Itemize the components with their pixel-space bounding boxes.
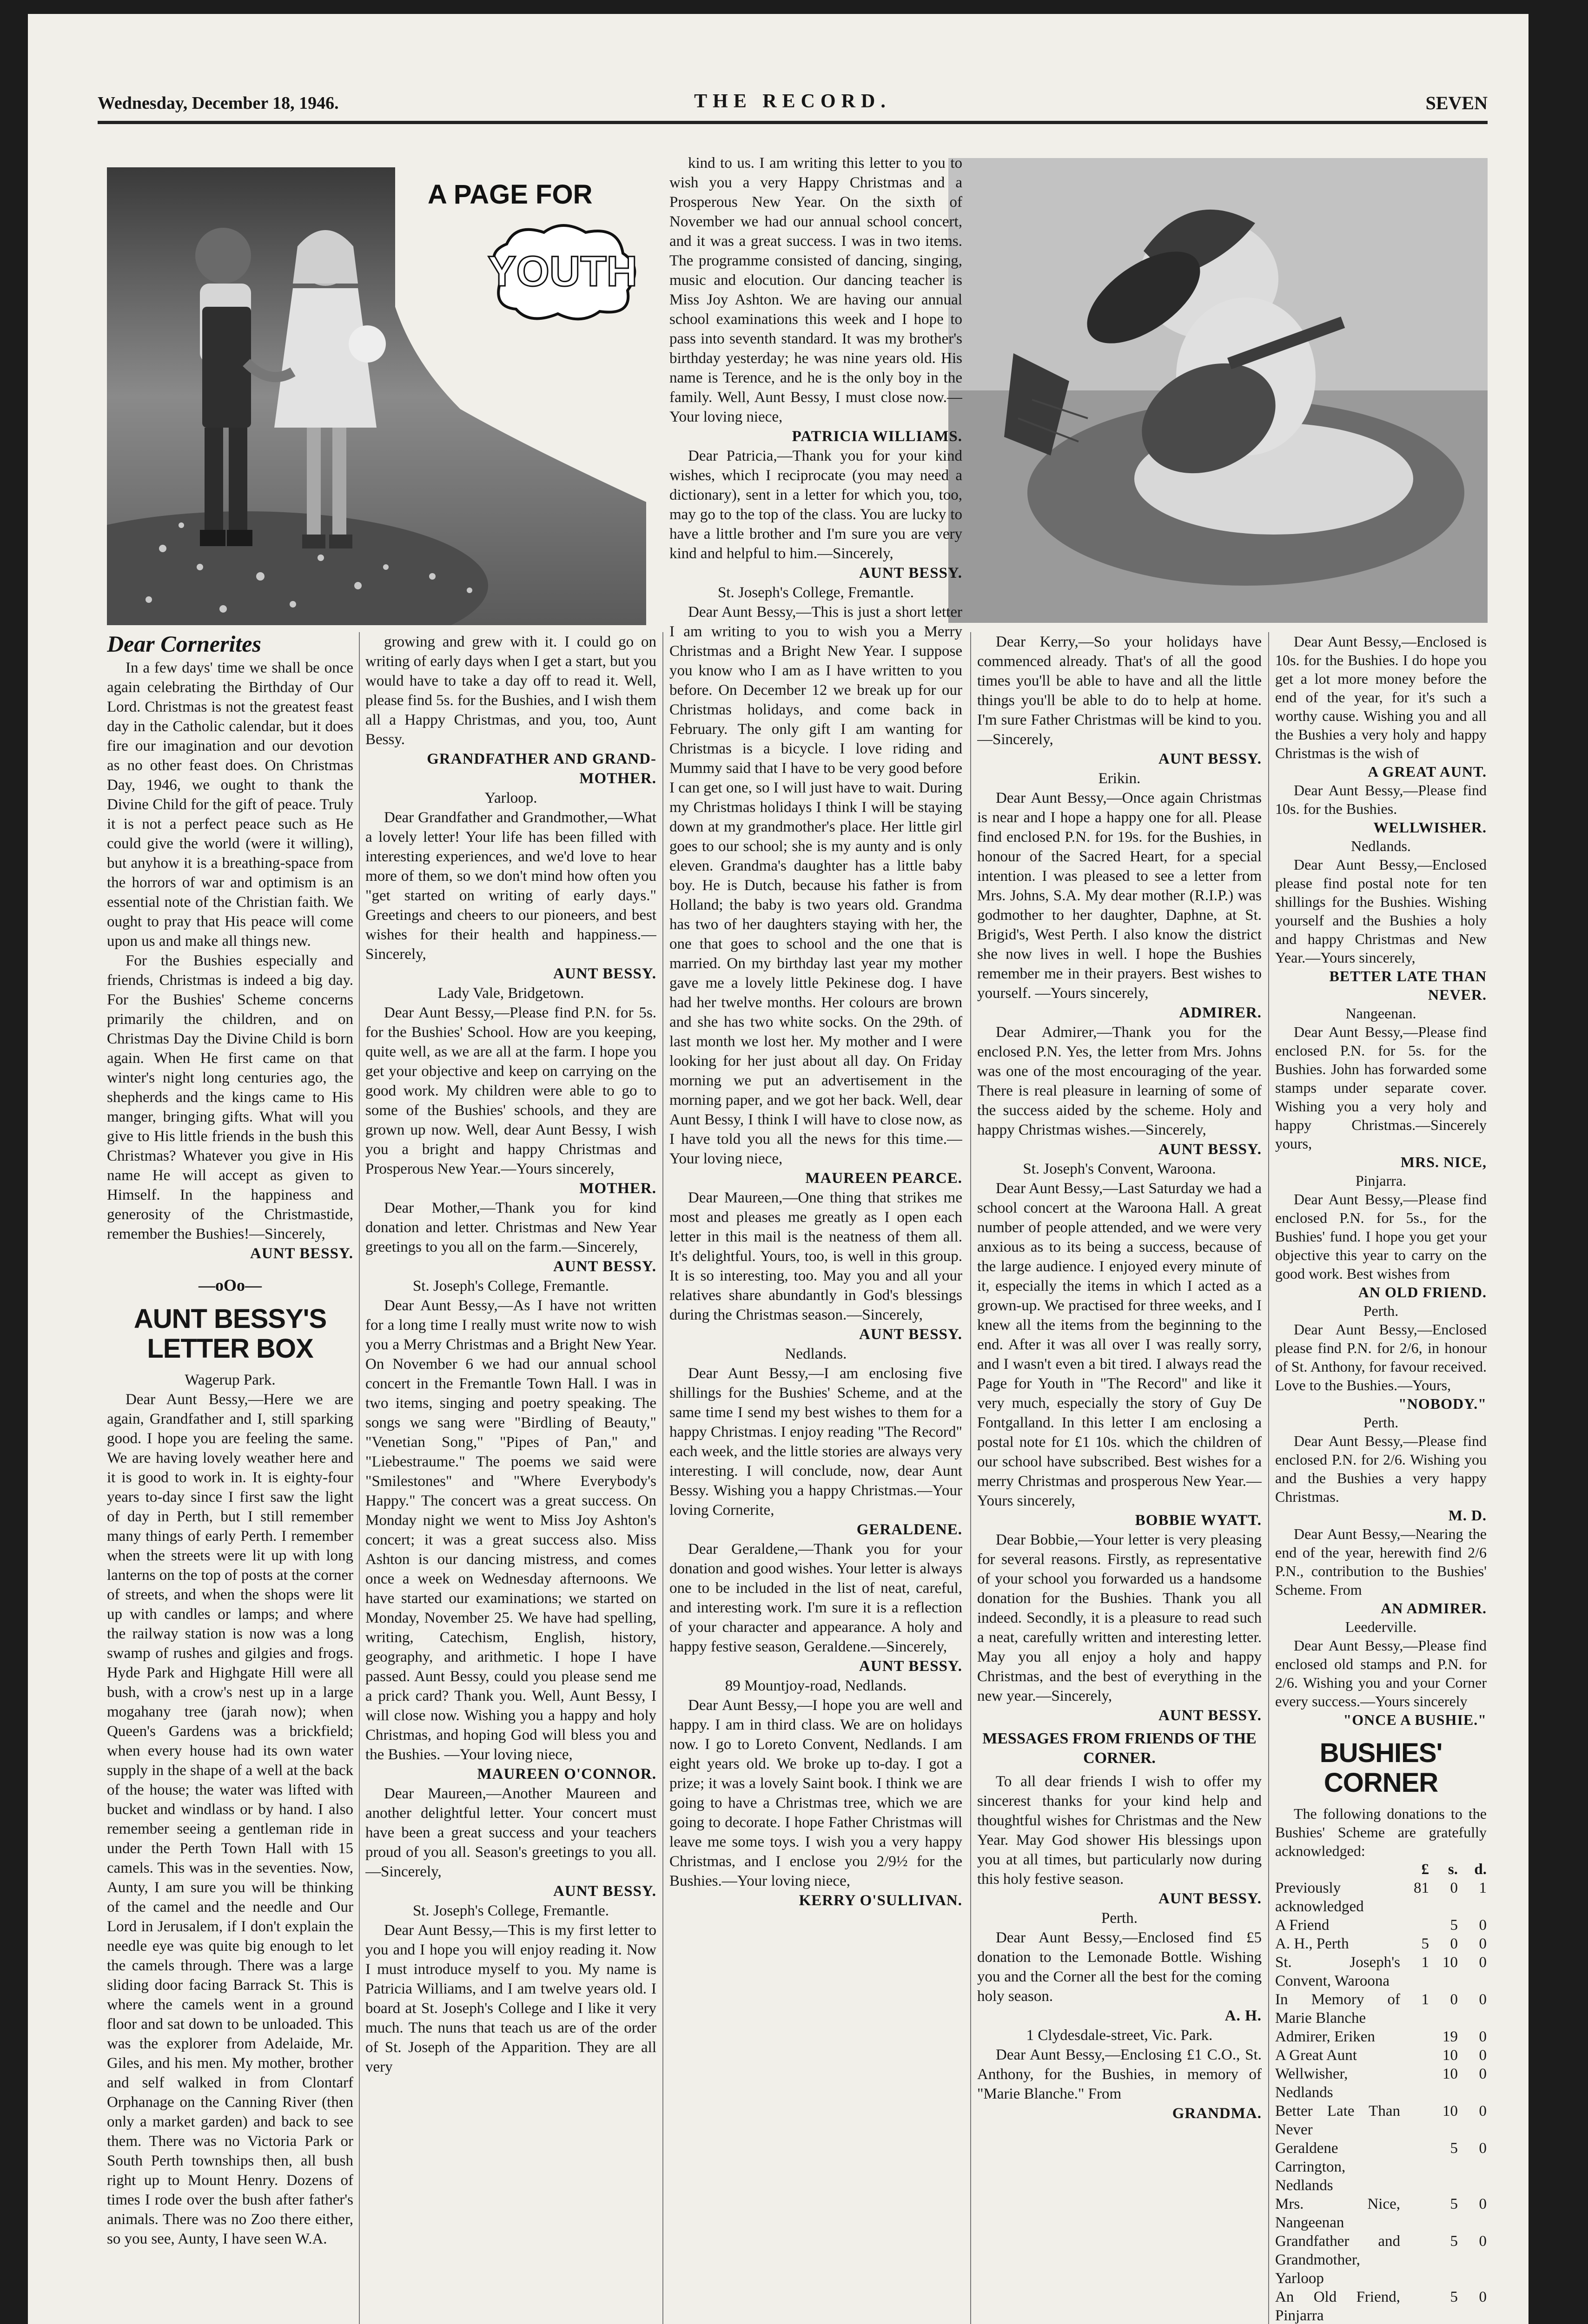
pence-cell: 0 <box>1479 2028 1487 2045</box>
donor-name: Better Late Than Never <box>1275 2103 1400 2138</box>
donation-row <box>1275 1990 1487 2027</box>
pounds-cell <box>1400 2232 1429 2288</box>
signature: AUNT BESSY. <box>859 1658 962 1675</box>
letter-body: Dear Aunt Bessy,—Here we are again, Grandfather and I, still sparking good. I hope you are feeling the same. We are having lovely weather here and it is good to work in. It is eighty-four years to-day since I first saw the light of day in Perth, but I still remember many things of early Perth. I remember when the streets were lit up with long lanterns on the top of posts at the corner of streets, and when the shops were lit up with candles or lamps; and where the railway station is now was a long swamp of rushes and gilgies and frogs. Hyde Park and Highgate Hill were all bush, with a crow's nest up in a large mogahany tree (jarah now); when Queen's Gardens was a brickfield; when every house had its own water supply in the shape of a well at the back of the house; the water was lifted with bucket and windlass or by hand. I also remember seeing a gentleman ride in under the Perth Town Hall with 15 camels. This was in the seventies. Now, Aunty, I am sure you will be thinking of the camel and the needle and Our Lord in Jerusalem, if I don't explain the needle eye was quite big enough to let the camels through. There was a large sliding door facing Barrack St. This is where the camels went in a ground floor and sat down to be unloaded. This was the explorer from Adelaide, Mr. Giles, and his men. My mother, brother and self walked in from Clontarf Orphanage on the Canning River (then only a market garden) and back to see them. There was no Victoria Park or South Perth townships then, all bush right up to Mount Henry. Dozens of times I rode over the bush after father's animals. There was no Zoo there either, so you see, Aunty, I have seen W.A. <box>107 1391 353 2247</box>
signature: AUNT BESSY. <box>1158 1890 1262 1907</box>
issue-date: Wednesday, December 18, 1946. <box>98 93 339 113</box>
letter-body: Dear Aunt Bessy,—This is just a short letter I am writing to you to wish you a Merry Christmas and a Bright New Year. I suppose you know who I am as I have written to you before. On December 12 we break up for our Christmas holidays, and come back in February. The only gift I am wanting for Christmas is a bicycle. I love riding and Mummy said that I have to be very good before I can get one, so I will just have to wait. During my Christmas holidays I think I will be staying down at my grandmother's place. Her little girl goes to our school; she is my aunty and is only eleven. Grandma's daughter has a little baby boy. He is Dutch, because his father is from Holland; the baby is two years old. Grandma has two of her daughters staying with her, the one that goes to school and the one that is married. On my birthday last year my mother gave me a lovely little Pekinese dog. I have had her twelve months. Her colours are brown and she has two white socks. On the 29th. of last month we lost her. My mother and I were looking for her just about all day. On Friday morning we put an advertisement in the morning paper, and we got her back. Well, dear Aunt Bessy, I think I will have to close now, as I have told you all the news for this time.—Your loving niece, <box>669 604 962 1167</box>
column-4 <box>977 632 1262 2324</box>
letter-body: Dear Aunt Bessy,—Please find P.N. for 5s. for the Bushies' School. How are you keeping, quite well, as we are all at the farm. I hope you get your objective and keep on carrying on the good work. My children were able to go to some of the Bushies' schools, and they are grown up now. Well, dear Aunt Bessy, I wish you a bright and happy Christmas and Prosperous New Year.—Yours sincerely, <box>365 1004 656 1177</box>
donations-table <box>1275 1860 1487 2324</box>
donation-row <box>1275 2288 1487 2324</box>
letter-body: To all dear friends I wish to offer my sincerest thanks for your kind help and thoughtful wishes for Christmas and the New Year. May God shower His blessings upon you at all times, but particularly now during this holy festive season. <box>977 1773 1262 1888</box>
letter-location: St. Joseph's College, Fremantle. <box>717 584 914 601</box>
newspaper-page <box>28 14 1528 2324</box>
signature: AUNT BESSY. <box>250 1245 353 1262</box>
signature: ADMIRER. <box>1179 1004 1262 1021</box>
letter-location: Wagerup Park. <box>185 1372 276 1388</box>
letter-body: kind to us. I am writing this letter to you to wish you a very Happy Christmas and a Prosperous New Year. On the sixth of November we had our annual school concert, and it was a great success. I was in two items. The programme consisted of dancing, singing, music and elocution. Our dancing teacher is Miss Joy Ashton. We are having our annual school examinations this week and I hope to pass into seventh standard. It was my brother's birthday yesterday; he was nine years old. His name is Terence, and he is the only boy in the family. Well, Aunt Bessy, I must close now.—Your loving niece, <box>669 155 962 425</box>
donation-row <box>1275 2232 1487 2288</box>
donation-row <box>1275 1953 1487 1990</box>
letter-body: Dear Patricia,—Thank you for your kind wishes, which I reciprocate (you may need a dictionary), sent in a letter for which you, too, may go to the top of the class. You are lucky to have a little brother and I'm sure you are very kind and helpful to him.—Sincerely, <box>669 448 962 562</box>
pence-cell: 0 <box>1479 1991 1487 2008</box>
donor-name: Geraldene Carrington, Nedlands <box>1275 2140 1346 2194</box>
donation-row <box>1275 2195 1487 2232</box>
signature: AUNT BESSY. <box>859 1326 962 1343</box>
column-5 <box>1275 632 1487 2324</box>
shillings-cell: 5 <box>1450 2233 1458 2250</box>
letter-body: Dear Maureen,—Another Maureen and another delightful letter. Your concert must have been a great success and your teachers proud of you all. Season's greetings to you all.—Sincerely, <box>365 1785 656 1880</box>
signature: KERRY O'SULLIVAN. <box>799 1892 962 1909</box>
shillings-cell: 10 <box>1442 2047 1458 2064</box>
shillings-cell: 0 <box>1450 1991 1458 2008</box>
signature: GERALDENE. <box>856 1521 962 1538</box>
donation-row <box>1275 2102 1487 2139</box>
pounds-cell <box>1400 2139 1429 2195</box>
donor-name: Grandfather and Grandmother, Yarloop <box>1275 2233 1400 2287</box>
shillings-cell: 10 <box>1442 1954 1458 1971</box>
letter-location: 89 Mountjoy-road, Nedlands. <box>725 1677 907 1694</box>
page-heading: A PAGE FOR <box>428 179 593 210</box>
shillings-cell: 0 <box>1450 1880 1458 1896</box>
signature: AN OLD FRIEND. <box>1358 1284 1487 1301</box>
donor-name: Mrs. Nice, Nangeenan <box>1275 2196 1400 2231</box>
letter-body: Dear Admirer,—Thank you for the enclosed P.N. Yes, the letter from Mrs. Johns was one of the most encouraging of the year. There is real pleasure in learning of some of the success aided by the scheme. Holy and happy Christmas wishes.—Sincerely, <box>977 1024 1262 1138</box>
column-2 <box>365 632 656 2324</box>
letter-location: Perth. <box>1363 1414 1399 1431</box>
pounds-cell <box>1400 2102 1429 2139</box>
letter-location: Pinjarra. <box>1355 1172 1407 1189</box>
shillings-cell: 10 <box>1442 2103 1458 2119</box>
signature: AUNT BESSY. <box>1158 1141 1262 1158</box>
youth-cloud-banner <box>483 221 642 323</box>
signature: GRANDMA. <box>1172 2105 1262 2122</box>
letter-body: Dear Mother,—Thank you for kind donation and letter. Christmas and New Year greetings to you all on the farm.—Sincerely, <box>365 1200 656 1255</box>
pence-cell: 0 <box>1479 2103 1487 2119</box>
signature: MRS. NICE, <box>1400 1154 1487 1170</box>
letter-body: Dear Aunt Bessy,—As I have not written for a long time I really must write now to wish you a Merry Christmas and a Bright New Year. On November 6 we had our annual school concert in the Fremantle Town Hall. I was in two items, singing and poetry speaking. The songs we sang were "Birdling of Beauty," "Venetian Song," "Pipes of Pan," and "Liebestraume." The poems we said were "Smilestones" and "Where Everybody's Happy." The concert was a great success. On Monday night we went to Miss Joy Ashton's concert; it was a great success also. Miss Ashton is our dancing mistress, and comes once a week on Wednesday afternoons. We have started our examinations; we started on Monday, November 25. We have had spelling, writing, Catechism, English, history, geography, and arithmetic. I hope I have passed. Aunt Bessy, could you please send me a prick card? Thank you. Well, Aunt Bessy, I will close now. Wishing you a happy and holy Christmas, and hoping God will bless you and the Bushies. —Your loving niece, <box>365 1297 656 1763</box>
pounds-cell <box>1400 2065 1429 2102</box>
letter-location: 1 Clydesdale-street, Vic. Park. <box>1026 2027 1213 2044</box>
signature: AUNT BESSY. <box>553 1258 656 1275</box>
pence-header: d. <box>1474 1861 1487 1878</box>
shillings-cell: 5 <box>1450 1917 1458 1934</box>
letter-box-title: AUNT BESSY'S LETTER BOX <box>133 1304 327 1364</box>
signature: AN ADMIRER. <box>1381 1600 1487 1617</box>
letter-body: Dear Aunt Bessy,—Nearing the end of the year, herewith find 2/6 P.N., contribution to the Bushies' Scheme. From <box>1275 1525 1487 1598</box>
pence-cell: 0 <box>1479 2233 1487 2250</box>
separator: —oOo— <box>198 1276 262 1294</box>
donation-row <box>1275 2027 1487 2046</box>
pounds-cell <box>1400 2288 1429 2324</box>
pence-cell: 0 <box>1479 2289 1487 2305</box>
letter-body: Dear Grandfather and Grandmother,—What a lovely letter! Your life has been filled with interesting experiences, and we'd love to hear more of them, so we don't mind how often you "get started on writing of early days." Greetings and cheers to our pioneers, and best wishes for their health and happiness.—Sincerely, <box>365 809 656 963</box>
letter-location: Erikin. <box>1098 770 1141 787</box>
signature: AUNT BESSY. <box>553 1883 656 1900</box>
letter-body: Dear Aunt Bessy,—Enclosed please find postal note for ten shillings for the Bushies. Wishing yourself and the Bushies a holy and happy Christmas and New Year.—Yours sincerely, <box>1275 856 1487 966</box>
messages-title: MESSAGES FROM FRIENDS OF THE CORNER. <box>982 1730 1257 1767</box>
pence-cell: 0 <box>1479 2066 1487 2082</box>
cherub-mandolin-illustration <box>948 158 1488 623</box>
pence-cell: 0 <box>1479 1917 1487 1934</box>
letter-location: Lady Vale, Bridgetown. <box>437 985 584 1002</box>
pounds-cell <box>1400 2195 1429 2232</box>
donor-name: In Memory of Marie Blanche <box>1275 1991 1400 2027</box>
letter-body: Dear Aunt Bessy,—Please find enclosed old stamps and P.N. for 2/6. Wishing you and your Corner every success.—Yours sincerely <box>1275 1637 1487 1710</box>
letter-body: Dear Aunt Bessy,—I hope you are well and happy. I am in third class. We are on holidays now. I go to Loreto Convent, Nedlands. I am eight years old. We broke up to-day. I got a prize; it was a lovely Saint book. I think we are going to have a Christmas tree, which we are going to decorate. I hope Father Christmas will leave me some toys. I wish you a very happy Christmas, and I enclose you 2/9½ for the Bushies.—Your loving niece, <box>669 1697 962 1889</box>
pounds-cell <box>1400 2046 1429 2065</box>
signature: BOBBIE WYATT. <box>1135 1512 1262 1529</box>
dear-cornerites-title: Dear Cornerites <box>107 632 261 657</box>
column-3 <box>669 153 962 2324</box>
letter-body: Dear Aunt Bessy,—Last Saturday we had a school concert at the Waroona Hall. A great number of people attended, and we were very anxious as to its being a success, because of the large audience. I enjoyed every minute of it, especially the items in which I acted as a grown-up. We practised for three weeks, and I knew all the items from the beginning to the end. After it was all over I was really sorry, and I wasn't even a bit tired. I always read the Page for Youth in "The Record" and like it very much, especially the story of Guy De Fontgalland. In this letter I am enclosing a postal note for £1 10s. which the children of our school have subscribed. Best wishes for a merry Christmas and prosperous New Year.—Yours sincerely, <box>977 1180 1262 1509</box>
pence-cell: 0 <box>1479 2140 1487 2157</box>
shillings-cell: 19 <box>1442 2028 1458 2045</box>
pounds-cell: 81 <box>1414 1880 1429 1896</box>
donor-name: An Old Friend, Pinjarra <box>1275 2289 1400 2324</box>
letter-body: Dear Aunt Bessy,—I am enclosing five shillings for the Bushies' Scheme, and at the same time I send my best wishes to them for a happy Christmas. I enjoy reading "The Record" each week, and the little stories are always very interesting. I will conclude, now, dear Aunt Bessy. Wishing you a happy Christmas.—Your loving Cornerite, <box>669 1365 962 1519</box>
letter-location: Nedlands. <box>785 1346 847 1362</box>
letter-body: Dear Kerry,—So your holidays have commenced already. That's of all the good times you'll be able to have and all the little things you'll be able to do to help at home. I'm sure Father Christmas will be kind to you.—Sincerely, <box>977 634 1262 748</box>
letter-location: Perth. <box>1101 1910 1138 1927</box>
shillings-cell: 5 <box>1450 2196 1458 2212</box>
letter-location: St. Joseph's College, Fremantle. <box>412 1278 609 1294</box>
letter-body: Dear Bobbie,—Your letter is very pleasing for several reasons. Firstly, as representative of your school you forwarded us a handsome donation for the Bushies. Thank you all indeed. Secondly, it is a pleasure to read such a neat, carefully written and interesting letter. May you all enjoy a holy and happy Christmas, and the best of everything in the new year.—Sincerely, <box>977 1532 1262 1704</box>
letter-location: Nedlands. <box>1351 838 1411 854</box>
signature: MAUREEN O'CONNOR. <box>477 1766 656 1783</box>
pence-cell: 0 <box>1479 1935 1487 1952</box>
pence-cell: 0 <box>1479 1954 1487 1971</box>
letter-location: St. Joseph's College, Fremantle. <box>412 1902 609 1919</box>
shillings-cell: 5 <box>1450 2289 1458 2305</box>
letter-body: Dear Aunt Bessy,—Enclosed is 10s. for the Bushies. I do hope you get a lot more money before the end of the year, for it's such a worthy cause. Wishing you and all the Bushies a very holy and happy Christmas is the wish of <box>1275 633 1487 761</box>
signature: A. H. <box>1224 2007 1262 2024</box>
bushies-corner-title: BUSHIES' CORNER <box>1319 1738 1442 1798</box>
donation-row <box>1275 2139 1487 2195</box>
letter-location: Leederville. <box>1345 1618 1417 1635</box>
letter-body: Dear Aunt Bessy,—Enclosing £1 C.O., St. Anthony, for the Bushies, in memory of "Marie Blanche." From <box>977 2047 1262 2102</box>
donation-row <box>1275 2046 1487 2065</box>
signature: MOTHER. <box>579 1180 656 1197</box>
donor-name: A Great Aunt <box>1275 2047 1357 2064</box>
page-number: SEVEN <box>1425 92 1488 113</box>
paragraph: In a few days' time we shall be once again celebrating the Birthday of Our Lord. Christmas is not the greatest feast day in the Catholic calendar, but it does fire our imagination and our devotion as no other feast does. On Christmas Day, 1946, we ought to thank the Divine Child for the gift of peace. Truly it is not a perfect peace such as He could give the world (were it willing), but anyhow it is a breathing-space from the horrors of war and optimism is an essential note of the Christian faith. We ought to pray that His peace will come upon us and make all things new. <box>107 660 353 950</box>
paragraph: For the Bushies especially and friends, Christmas is indeed a big day. For the Bushies' Scheme concerns primarily the children, and on Christmas Day the Divine Child is born again. When He first came on that winter's night long centuries ago, the shepherds and the kings came to His manger, bringing gifts. What will you give to His little friends in the bush this Christmas? Whatever you give in His name He will accept as given to Himself. In the happiness and generosity of the Christmastide, remember the Bushies!—Sincerely, <box>107 952 353 1242</box>
pence-cell: 1 <box>1479 1880 1487 1896</box>
pounds-cell: 5 <box>1421 1935 1429 1952</box>
column-1 <box>107 632 353 2324</box>
donation-row <box>1275 1879 1487 1916</box>
signature: MAUREEN PEARCE. <box>805 1170 962 1187</box>
shillings-header: s. <box>1448 1861 1458 1878</box>
signature: BETTER LATE THAN NEVER. <box>1329 968 1487 1003</box>
pounds-header: £ <box>1421 1861 1429 1878</box>
paper-title: THE RECORD. <box>694 91 891 112</box>
column-rule <box>970 632 971 2324</box>
donation-row <box>1275 1934 1487 1953</box>
signature: PATRICIA WILLIAMS. <box>792 428 962 445</box>
pence-cell: 0 <box>1479 2196 1487 2212</box>
column-rule <box>662 632 663 2324</box>
letter-body: Dear Aunt Bessy,—Please find enclosed P.N. for 2/6. Wishing you and the Bushies a very happy Christmas. <box>1275 1433 1487 1505</box>
letter-location: Yarloop. <box>484 790 537 806</box>
letter-body: Dear Aunt Bessy,—Enclosed find £5 donation to the Lemonade Bottle. Wishing you and the Corner all the best for the coming holy season. <box>977 1929 1262 2005</box>
letter-body: Dear Aunt Bessy,—Please find enclosed P.N. for 5s. for the Bushies. John has forwarded some stamps under separate cover. Wishing you a very holy and happy Christmas.—Sincerely yours, <box>1275 1023 1487 1152</box>
corner-intro: The following donations to the Bushies' Scheme are gratefully acknowledged: <box>1275 1805 1487 1859</box>
column-rule <box>1268 632 1269 2324</box>
donor-name: Admirer, Eriken <box>1275 2028 1375 2045</box>
signature: WELLWISHER. <box>1373 819 1487 836</box>
pence-cell: 0 <box>1479 2047 1487 2064</box>
letter-body: Dear Geraldene,—Thank you for your donation and good wishes. Your letter is always one to be included in the list of neat, careful, and interesting work. I'm sure it is a reflection of your character and appearance. A holy and happy festive season, Geraldene.—Sincerely, <box>669 1541 962 1655</box>
page-header <box>98 88 1488 124</box>
signature: AUNT BESSY. <box>1158 751 1262 767</box>
signature: AUNT BESSY. <box>859 565 962 581</box>
signature: A GREAT AUNT. <box>1368 763 1487 780</box>
donation-row <box>1275 1916 1487 1934</box>
letter-body: Dear Aunt Bessy,—Once again Christmas is near and I hope a happy one for all. Please find enclosed P.N. for 19s. for the Bushies, in honour of the Sacred Heart, for a special intention. I was pleased to see a letter from Mrs. Johns, S.A. My dear mother (R.I.P.) was godmother to her daughter, Daphne, at St. Brigid's, West Perth. I also know the district she now lives in well. I hope the Bushies remember me in their prayers. Best wishes to yourself. —Yours sincerely, <box>977 790 1262 1002</box>
shillings-cell: 0 <box>1450 1935 1458 1952</box>
signature: AUNT BESSY. <box>1158 1707 1262 1724</box>
donor-name: A. H., Perth <box>1275 1935 1349 1952</box>
pounds-cell <box>1400 1916 1429 1934</box>
donor-name: Previously acknowledged <box>1275 1880 1364 1915</box>
donations-header-row <box>1275 1860 1487 1879</box>
signature: GRANDFATHER AND GRAND-MOTHER. <box>427 751 656 787</box>
letter-body: Dear Aunt Bessy,—This is my first letter to you and I hope you will enjoy reading it. Now I must introduce myself to you. My name is Patricia Williams, and I am twelve years old. I board at St. Joseph's College and I like it very much. The nuns that teach us are of the order of St. Joseph of the Apparition. They are all very <box>365 1922 656 2075</box>
donor-name: Wellwisher, Nedlands <box>1275 2066 1348 2101</box>
letter-location: St. Joseph's Convent, Waroona. <box>1023 1161 1216 1177</box>
pounds-cell: 1 <box>1421 1991 1429 2008</box>
donor-name: St. Joseph's Convent, Waroona <box>1275 1954 1400 1989</box>
signature: M. D. <box>1448 1507 1487 1524</box>
donor-name: A Friend <box>1275 1917 1330 1934</box>
signature: "ONCE A BUSHIE." <box>1343 1711 1487 1728</box>
youth-word: YOUTH <box>488 248 637 295</box>
signature: AUNT BESSY. <box>553 965 656 982</box>
shillings-cell: 5 <box>1450 2140 1458 2157</box>
shillings-cell: 10 <box>1442 2066 1458 2082</box>
letter-body: growing and grew with it. I could go on writing of early days when I get a start, but you would have to take a day off to read it. Well, please find 5s. for the Bushies, and I wish them all a Happy Christmas, and you, too, Aunt Bessy. <box>365 634 656 748</box>
letter-body: Dear Aunt Bessy,—Please find enclosed P.N. for 5s., for the Bushies' fund. I hope you get your objective this year to carry on the good work. Best wishes from <box>1275 1191 1487 1282</box>
pounds-cell: 1 <box>1421 1954 1429 1971</box>
letter-body: Dear Aunt Bessy,—Please find 10s. for the Bushies. <box>1275 782 1487 817</box>
letter-location: Perth. <box>1363 1302 1399 1319</box>
column-rule <box>359 632 360 2324</box>
letter-location: Nangeenan. <box>1345 1005 1416 1022</box>
letter-body: Dear Aunt Bessy,—Enclosed please find P.N. for 2/6, in honour of St. Anthony, for favour received. Love to the Bushies.—Yours, <box>1275 1321 1487 1393</box>
signature: "NOBODY." <box>1398 1395 1487 1412</box>
letter-body: Dear Maureen,—One thing that strikes me most and pleases me greatly as I open each letter in this mail is the neatness of them all. It's delightful. Yours, too, is well in this group. It is so interesting, too. May you and all your relatives share abundantly in God's blessings during the Christmas season.—Sincerely, <box>669 1189 962 1323</box>
pounds-cell <box>1400 2027 1429 2046</box>
donation-row <box>1275 2065 1487 2102</box>
